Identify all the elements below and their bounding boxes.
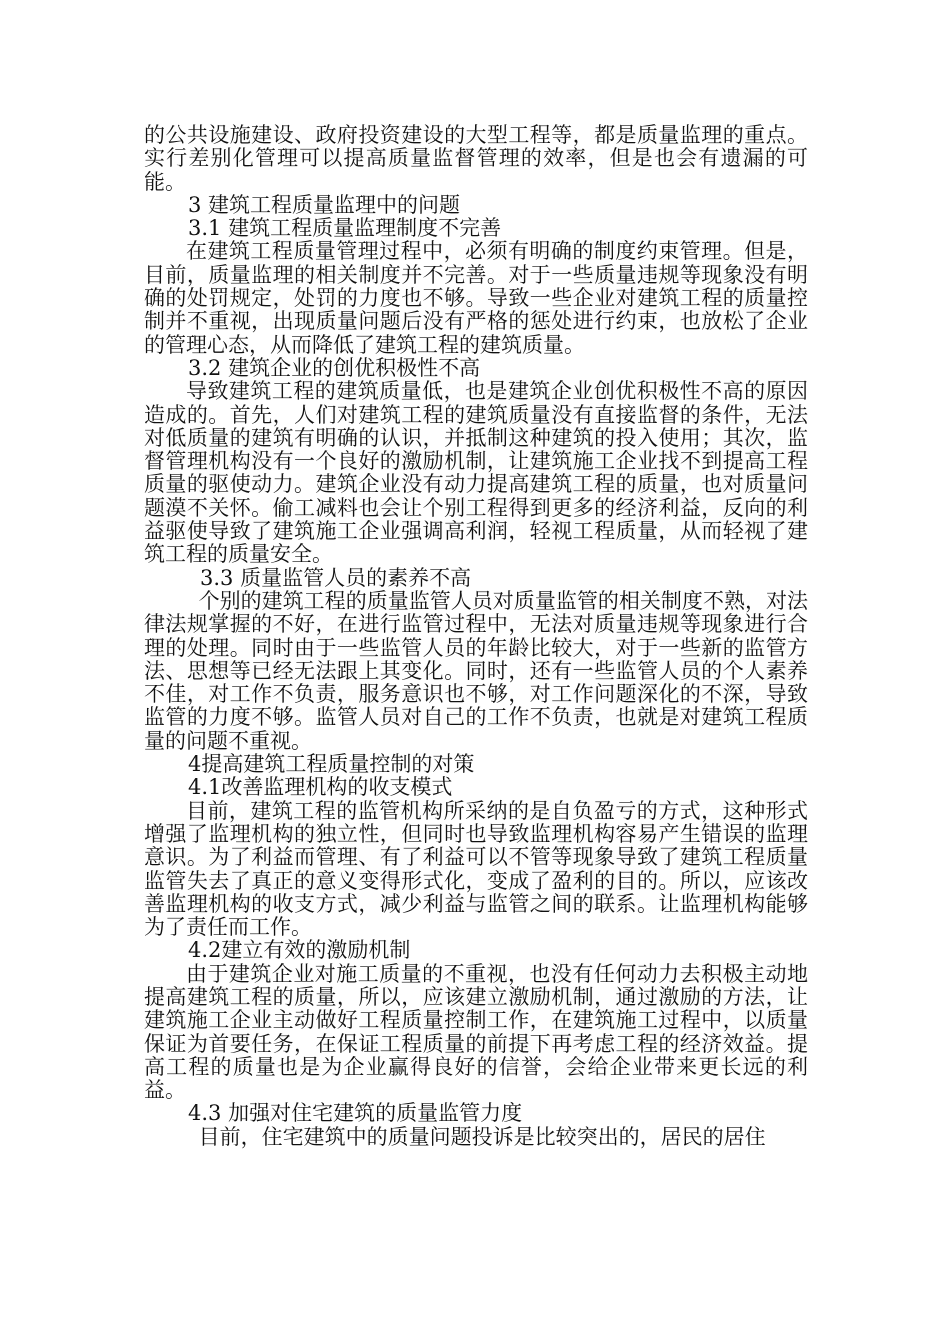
subsection-heading-4-3: 4.3 加强对住宅建筑的质量监管力度 [188,1101,523,1126]
subsection-heading-3-3: 3.3 质量监管人员的素养不高 [200,565,472,590]
paragraph-continuation: 的公共设施建设、政府投资建设的大型工程等，都是质量监理的重点。实行差别化管理可以提高质量监督管理的效率，但是也会有遗漏的可能。 [144,123,808,194]
subsection-heading-4-2: 4.2建立有效的激励机制 [188,938,411,963]
subsection-heading-4-1: 4.1改善监理机构的收支模式 [188,775,453,800]
subsection-heading-3-2: 3.2 建筑企业的创优积极性不高 [188,355,481,380]
subsection-heading-3-1: 3.1 建筑工程质量监理制度不完善 [188,216,502,241]
paragraph-4-3: 目前，住宅建筑中的质量问题投诉是比较突出的，居民的居住 [198,1124,766,1149]
paragraph-4-1: 目前，建筑工程的监管机构所采纳的是自负盈亏的方式，这种形式增强了监理机构的独立性，但同时也导致监理机构容易产生错误的监理意识。为了利益而管理、有了利益可以不管等现象导致了建筑工程质量监管失去了真正的意义变得形式化，变成了盈利的目的。所以，应该改善监理机构的收支方式，减少利益与监管之间的联系。让监理机构能够为了责任而工作。 [144,798,808,940]
section-heading-3: 3 建筑工程质量监理中的问题 [188,192,461,217]
paragraph-4-2: 由于建筑企业对施工质量的不重视，也没有任何动力去积极主动地提高建筑工程的质量，所以，应该建立激励机制，通过激励的方法，让建筑施工企业主动做好工程质量控制工作，在建筑施工过程中，以质量保证为首要任务，在保证工程质量的前提下再考虑工程的经济效益。提高工程的质量也是为企业赢得良好的信誉，会给企业带来更长远的利益。 [144,961,808,1103]
paragraph-3-3: 个别的建筑工程的质量监管人员对质量监管的相关制度不熟，对法律法规掌握的不好，在进行监管过程中，无法对质量违规等现象进行合理的处理。同时由于一些监管人员的年龄比较大，对于一些新的监管方法、思想等已经无法跟上其变化。同时，还有一些监管人员的个人素养不佳，对工作不负责，服务意识也不够，对工作问题深化的不深，导致监管的力度不够。监管人员对自己的工作不负责，也就是对建筑工程质量的问题不重视。 [144,588,808,753]
document-page [144,124,808,1149]
paragraph-3-2: 导致建筑工程的建筑质量低，也是建筑企业创优积极性不高的原因造成的。首先，人们对建筑工程的建筑质量没有直接监督的条件，无法对低质量的建筑有明确的认识，并抵制这种建筑的投入使用；其次，监督管理机构没有一个良好的激励机制，让建筑施工企业找不到提高工程质量的驱使动力。建筑企业没有动力提高建筑工程的质量，也对质量问题漠不关怀。偷工减料也会让个别工程得到更多的经济利益，反向的利益驱使导致了建筑施工企业强调高利润，轻视工程质量，从而轻视了建筑工程的质量安全。 [144,379,808,567]
paragraph-3-1: 在建筑工程质量管理过程中，必须有明确的制度约束管理。但是，目前，质量监理的相关制度并不完善。对于一些质量违规等现象没有明确的处罚规定，处罚的力度也不够。导致一些企业对建筑工程的质量控制并不重视，出现质量问题后没有严格的惩处进行约束，也放松了企业的管理心态，从而降低了建筑工程的建筑质量。 [144,239,808,357]
section-heading-4: 4提高建筑工程质量控制的对策 [188,752,475,777]
